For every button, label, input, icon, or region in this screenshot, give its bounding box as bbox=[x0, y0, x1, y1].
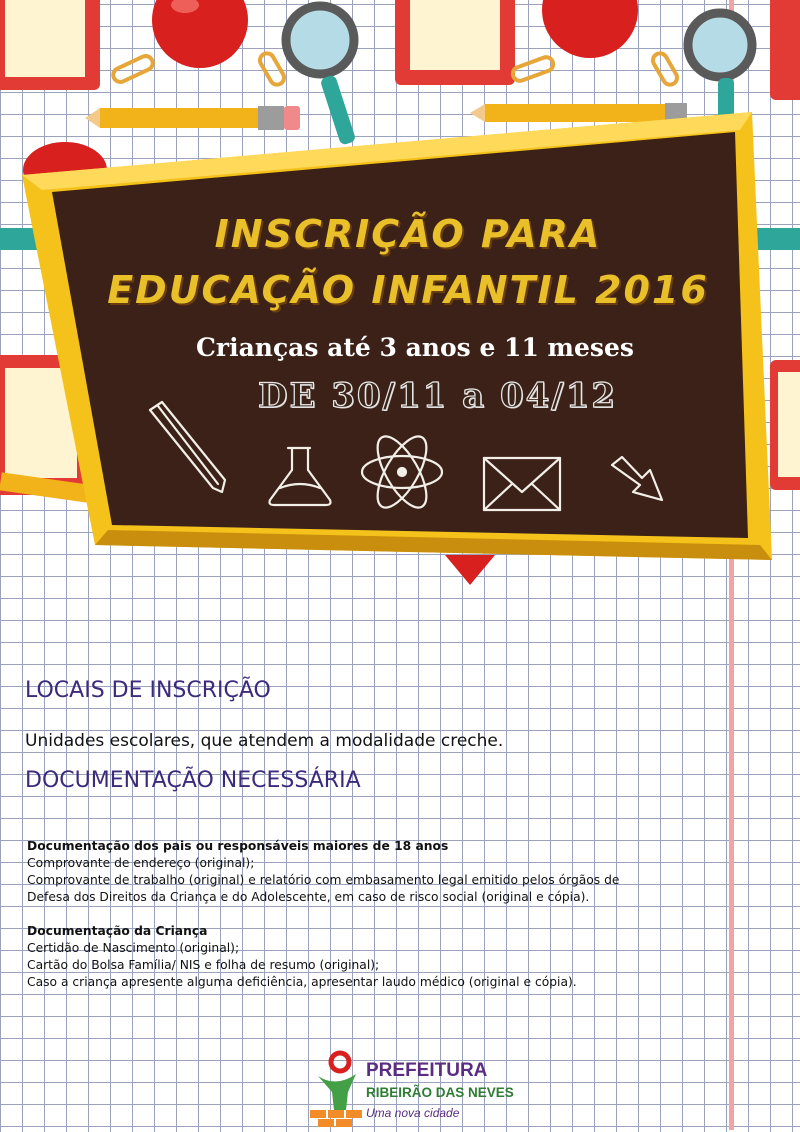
prefeitura-logo bbox=[306, 1048, 526, 1128]
parents-docs-heading: Documentação dos pais ou responsáveis maiores de 18 anos bbox=[27, 839, 449, 853]
title-line-1: INSCRIÇÃO PARA bbox=[214, 212, 602, 256]
list-item: Certidão de Nascimento (original); bbox=[27, 941, 240, 955]
title-line-2: EDUCAÇÃO INFANTIL 2016 bbox=[107, 268, 709, 312]
locais-title: LOCAIS DE INSCRIÇÃO bbox=[25, 678, 271, 703]
list-item: Comprovante de trabalho (original) e relatório com embasamento legal emitido pelos órgãos de bbox=[27, 873, 620, 887]
registration-dates: DE 30/11 a 04/12 bbox=[258, 376, 618, 416]
logo-name: PREFEITURA bbox=[366, 1060, 488, 1081]
logo-tagline: Uma nova cidade bbox=[366, 1106, 460, 1120]
documents-list bbox=[27, 838, 727, 991]
list-item: Comprovante de endereço (original); bbox=[27, 856, 255, 870]
list-item: Cartão do Bolsa Família/ NIS e folha de resumo (original); bbox=[27, 958, 380, 972]
locais-text: Unidades escolares, que atendem a modalidade creche. bbox=[25, 731, 504, 751]
list-item: Defesa dos Direitos da Criança e do Adolescente, em caso de risco social (original e cópia). bbox=[27, 890, 590, 904]
logo-city: RIBEIRÃO DAS NEVES bbox=[366, 1085, 514, 1100]
child-docs-heading: Documentação da Criança bbox=[27, 924, 208, 938]
list-item: Caso a criança apresente alguma deficiência, apresentar laudo médico (original e cópia). bbox=[27, 975, 577, 989]
city-emblem-icon bbox=[306, 1048, 366, 1128]
documentacao-title: DOCUMENTAÇÃO NECESSÁRIA bbox=[25, 768, 361, 793]
spacer bbox=[27, 906, 727, 923]
subtitle: Crianças até 3 anos e 11 meses bbox=[196, 333, 634, 362]
